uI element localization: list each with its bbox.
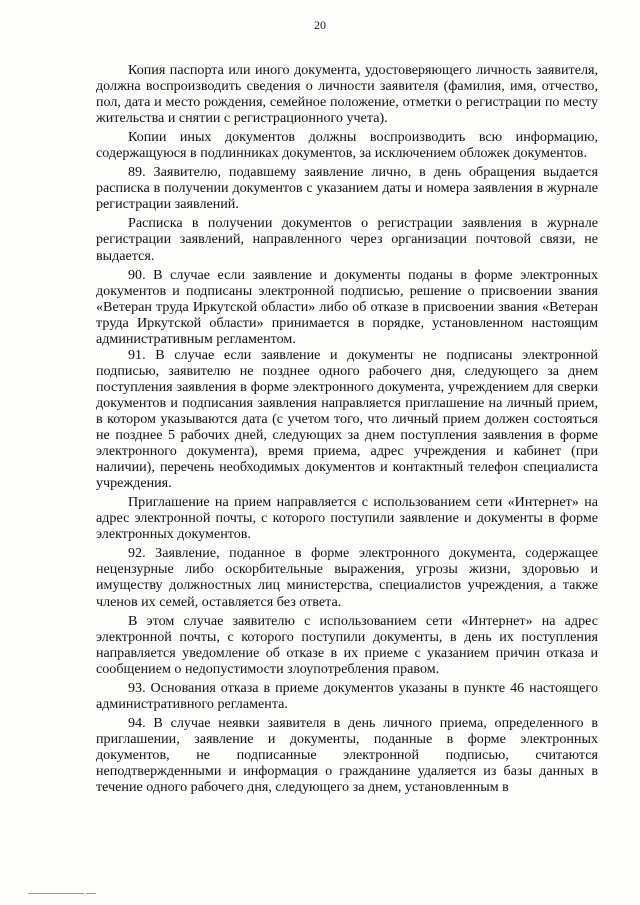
paragraph-invitation: Приглашение на прием направляется с использованием сети «Интернет» на адрес электронной почты, с которого поступили заявление и документы в форме электронных документов. (96, 494, 598, 543)
paragraph-91: 91. В случае если заявление и документы не подписаны электронной подписью, заявителю не позднее одного рабочего дня, следующего за днем поступления заявления в форме электронного документа, учреждением для сверки документов и подписания заявления направляется приглашение на личный прием, в котором указываются дата (с учетом того, что личный прием должен состояться не позднее 5 рабочих дней, следующих за днем поступления заявления в форме электронного документа), время приема, адрес учреждения и кабинет (при наличии), перечень необходимых документов и контактный телефон специалиста учреждения. (96, 346, 598, 492)
paragraph-92: 92. Заявление, поданное в форме электронного документа, содержащее нецензурные либо оскорбительные выражения, угрозы жизни, здоровью и имуществу должностных лиц министерства, специалистов учреждения, а также членов их семей, оставляется без ответа. (96, 545, 598, 610)
page-number: 20 (314, 18, 326, 32)
paragraph-other-copies: Копии иных документов должны воспроизводить всю информацию, содержащуюся в подлинниках документов, за исключением обложек документов. (96, 129, 598, 162)
paragraph-refusal-notice: В этом случае заявителю с использованием сети «Интернет» на адрес электронной почты, с которого поступили документы, в день их поступления направляется уведомление об отказе в их приеме с указанием причин отказа и сообщением о недопустимости злоупотребления правом. (96, 612, 598, 677)
document-body (96, 62, 598, 795)
paragraph-receipt-postal: Расписка в получении документов о регистрации заявления в журнале регистрации заявлений, направленного через организации почтовой связи, не выдается. (96, 215, 598, 264)
footer-rule (28, 893, 84, 894)
paragraph-93: 93. Основания отказа в приеме документов указаны в пункте 46 настоящего административного регламента. (96, 679, 598, 712)
paragraph-90: 90. В случае если заявление и документы поданы в форме электронных документов и подписаны электронной подписью, решение о присвоении звания «Ветеран труда Иркутской области» либо об отказе в присвоении звания «Ветеран труда Иркутской области» принимается в порядке, установленном настоящим административным регламентом. (96, 266, 598, 347)
paragraph-89: 89. Заявителю, подавшему заявление лично, в день обращения выдается расписка в получении документов с указанием даты и номера заявления в журнале регистрации заявлений. (96, 164, 598, 213)
paragraph-94: 94. В случае неявки заявителя в день личного приема, определенного в приглашении, заявление и документы, поданные в форме электронных документов, не подписанные электронной подписью, считаются неподтвержденными и информация о гражданине удаляется из базы данных в течение одного рабочего дня, следующего за днем, установленным в (96, 714, 598, 796)
paragraph-passport-copy: Копия паспорта или иного документа, удостоверяющего личность заявителя, должна воспроизводить сведения о личности заявителя (фамилия, имя, отчество, пол, дата и место рождения, семейное положение, отметки о регистрации по месту жительства и снятии с регистрационного учета). (96, 62, 598, 127)
footer-rule-short (86, 893, 96, 894)
